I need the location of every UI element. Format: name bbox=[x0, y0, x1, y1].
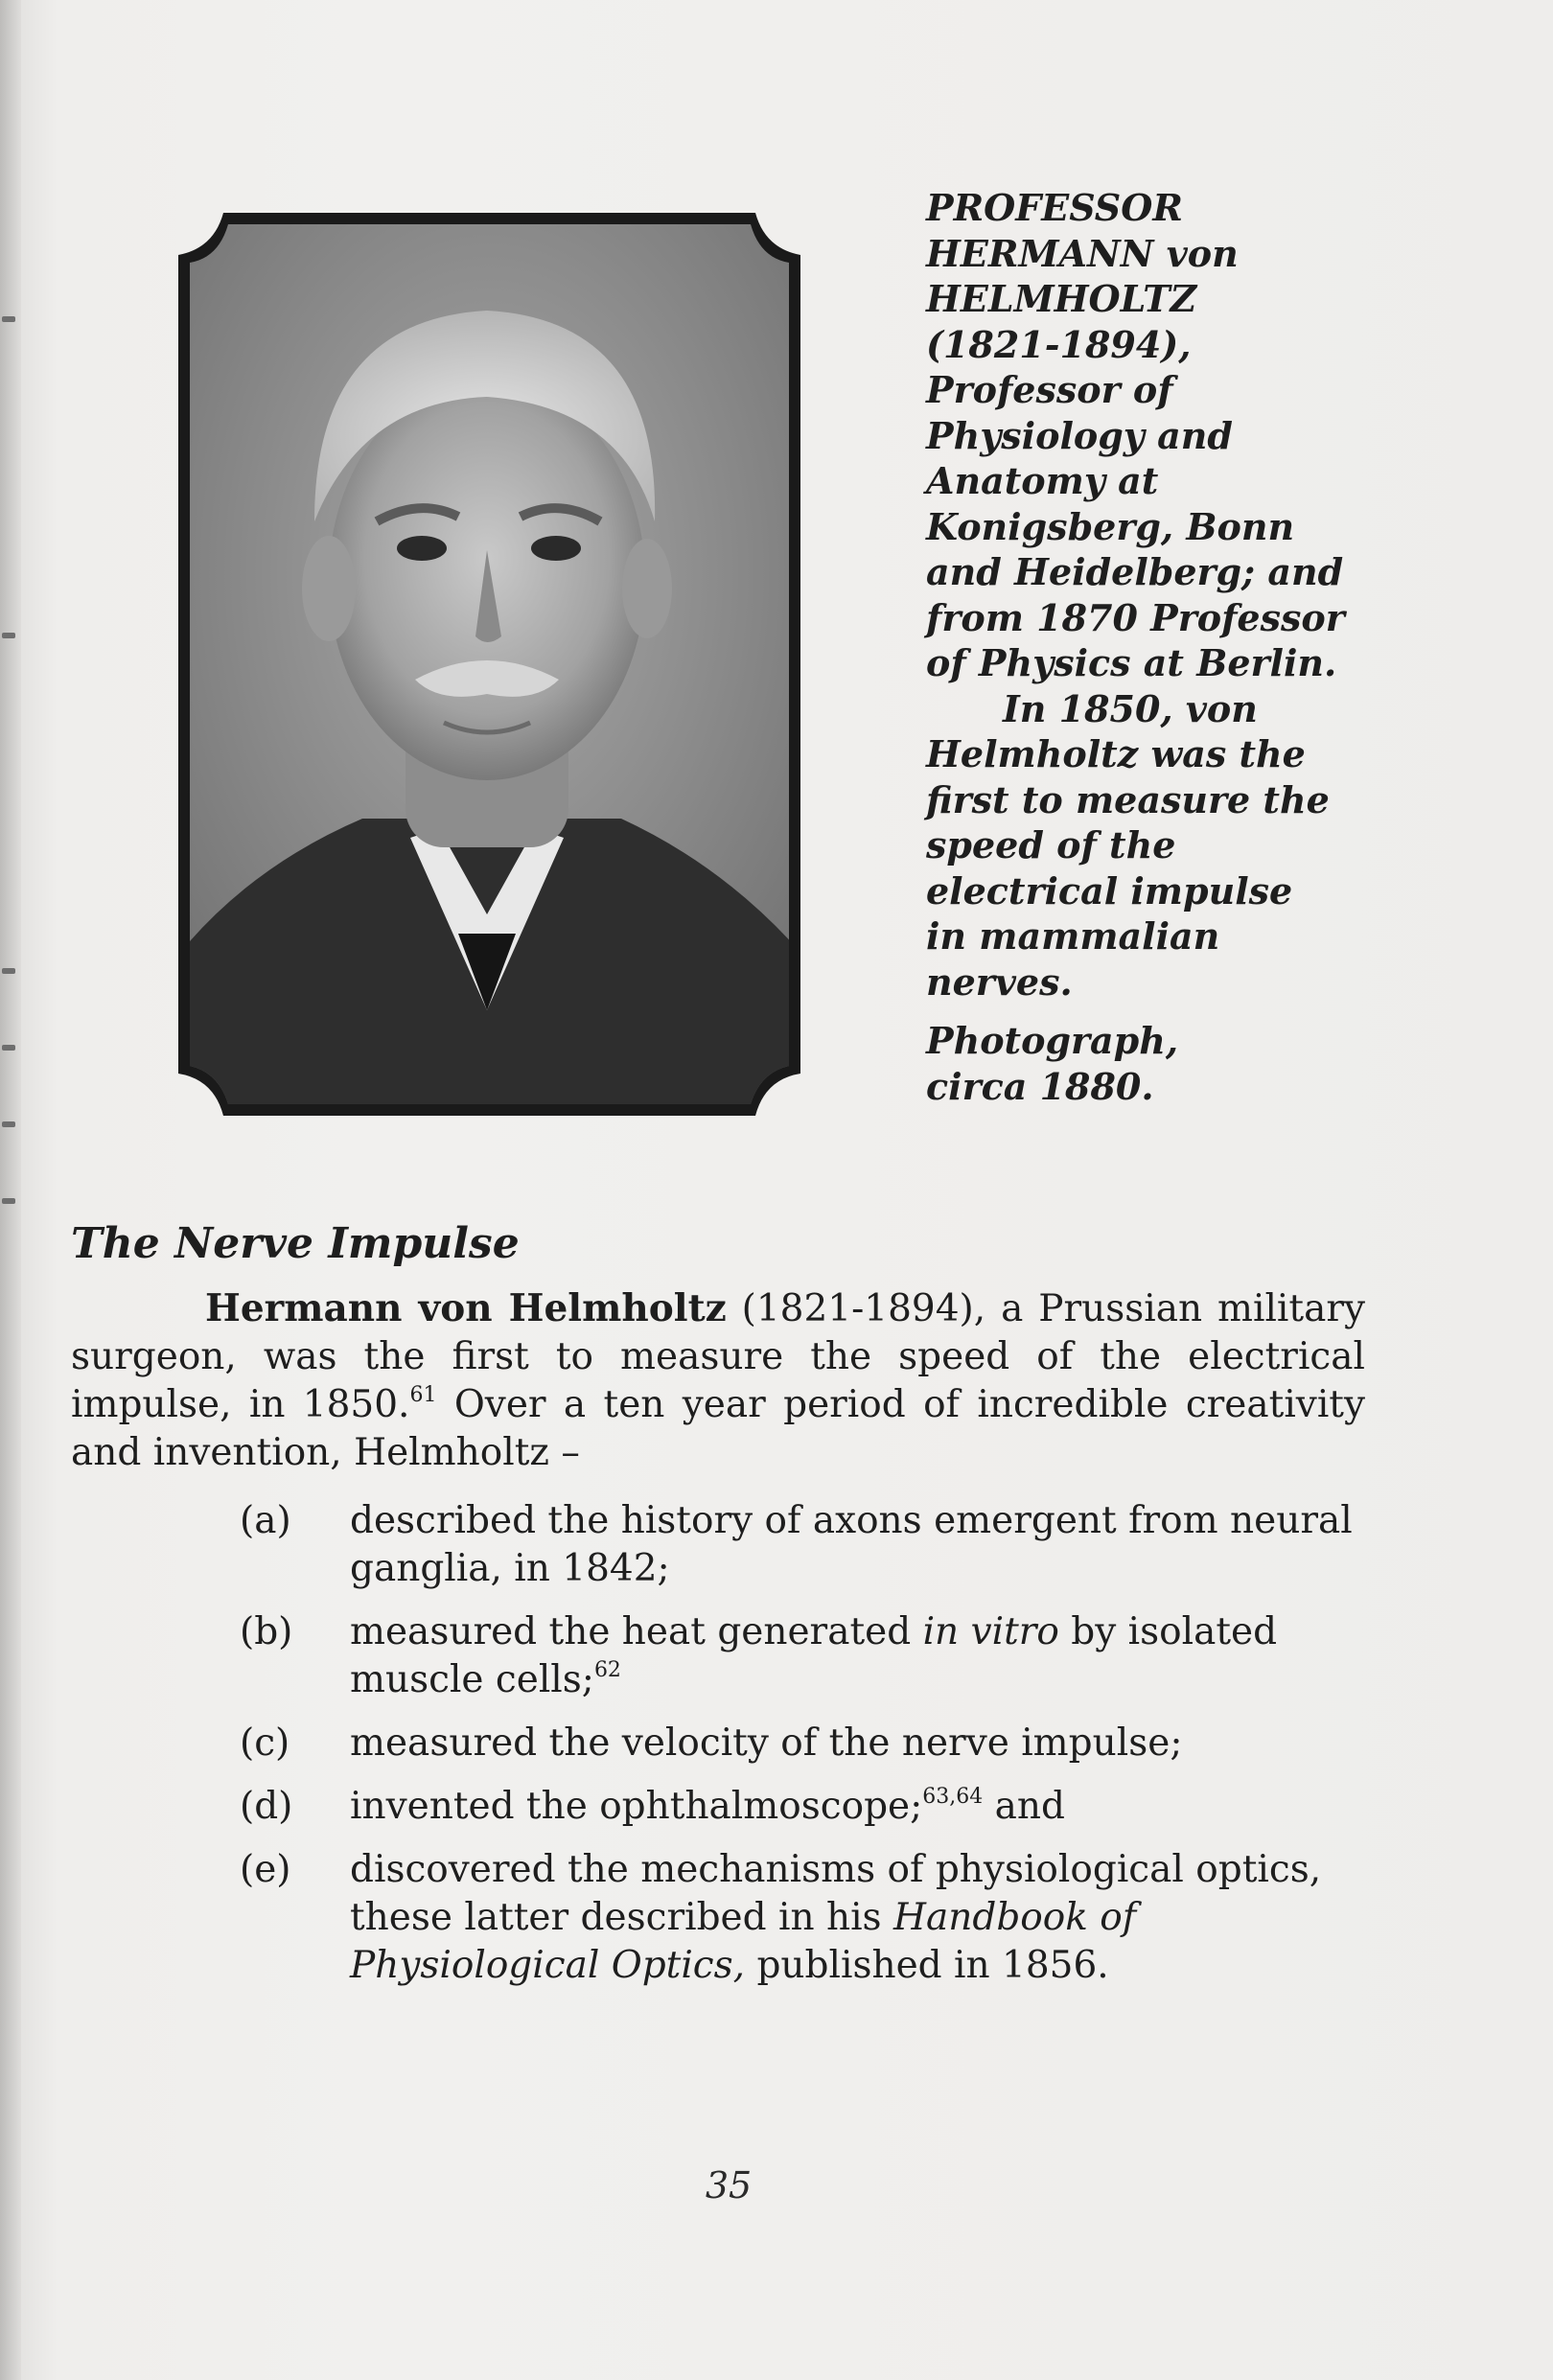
list-item-text: published in 1856. bbox=[745, 1944, 1109, 1987]
caption-line: of Physics at Berlin. bbox=[926, 641, 1337, 684]
lead-name: Hermann von Helmholtz bbox=[205, 1286, 727, 1330]
list-item-text: and bbox=[983, 1785, 1065, 1828]
page-number: 35 bbox=[705, 2164, 753, 2207]
caption-line: PROFESSOR bbox=[926, 186, 1183, 229]
list-item-text: described the history of axons emergent from neural ganglia, in 1842; bbox=[350, 1499, 1353, 1590]
caption-line: circa 1880. bbox=[926, 1064, 1154, 1108]
list-marker: (d) bbox=[240, 1785, 293, 1828]
caption-line: Physiology and bbox=[926, 413, 1233, 457]
caption-line: HERMANN von bbox=[926, 231, 1239, 275]
achievements-list bbox=[240, 1497, 1371, 2005]
caption-second bbox=[926, 686, 1377, 1005]
caption-line: electrical impulse bbox=[926, 868, 1293, 913]
footnote-ref: 63,64 bbox=[922, 1785, 984, 1809]
paragraph-text: Over a ten year period of incredible creativity and invention, Helmholtz – bbox=[71, 1383, 1365, 1474]
caption-line: Anatomy at bbox=[926, 459, 1159, 502]
list-marker: (b) bbox=[240, 1610, 293, 1653]
list-item-text: invented the ophthalmoscope; bbox=[350, 1785, 923, 1828]
caption-line: Professor of bbox=[926, 368, 1173, 411]
caption-line: Photograph, bbox=[926, 1019, 1179, 1062]
caption-line: In 1850, von bbox=[1003, 686, 1258, 730]
list-item-italic: in vitro bbox=[922, 1610, 1059, 1653]
list-item bbox=[240, 1497, 1371, 1593]
list-item bbox=[240, 1846, 1371, 1990]
footnote-ref: 62 bbox=[593, 1658, 621, 1682]
list-item-italic: Handbook of Physiological Optics, bbox=[350, 1896, 1137, 1987]
caption-line: Helmholtz was the bbox=[926, 732, 1306, 775]
list-item-text: measured the velocity of the nerve impulse; bbox=[350, 1721, 1183, 1765]
caption-line: Konigsberg, Bonn bbox=[926, 504, 1295, 548]
caption-line: from 1870 Professor bbox=[926, 595, 1345, 639]
list-item-text: measured the heat generated bbox=[350, 1610, 923, 1653]
facing-page-edge bbox=[0, 316, 21, 1467]
list-item bbox=[240, 1783, 1371, 1831]
list-marker: (c) bbox=[240, 1721, 290, 1765]
portrait-image bbox=[171, 205, 808, 1123]
caption-line: speed of the bbox=[926, 823, 1176, 867]
caption-line: nerves. bbox=[926, 959, 1073, 1004]
caption-photo-note bbox=[926, 1018, 1377, 1109]
body-paragraph bbox=[71, 1284, 1365, 1477]
list-item bbox=[240, 1720, 1371, 1768]
list-item-text: by isolated muscle cells; bbox=[350, 1610, 1278, 1701]
caption-line: and Heidelberg; and bbox=[926, 550, 1344, 593]
list-marker: (a) bbox=[240, 1499, 291, 1542]
footnote-ref: 61 bbox=[409, 1383, 437, 1407]
caption-line: HELMHOLTZ bbox=[926, 277, 1197, 320]
portrait-photograph bbox=[171, 205, 808, 1123]
caption-line: in mammalian bbox=[926, 914, 1220, 958]
paragraph-text: (1821-1894), a Prussian military surgeon, was the first to measure the speed of the electrical impulse, in 1850. bbox=[71, 1287, 1365, 1426]
caption-main bbox=[926, 185, 1377, 686]
section-title: The Nerve Impulse bbox=[71, 1219, 520, 1268]
list-marker: (e) bbox=[240, 1848, 291, 1891]
caption-line: first to measure the bbox=[926, 777, 1330, 821]
list-item-text: discovered the mechanisms of physiological optics, these latter described in his bbox=[350, 1848, 1322, 1939]
list-item bbox=[240, 1608, 1371, 1704]
portrait-caption bbox=[926, 185, 1377, 1109]
caption-line: (1821-1894), bbox=[926, 322, 1192, 366]
